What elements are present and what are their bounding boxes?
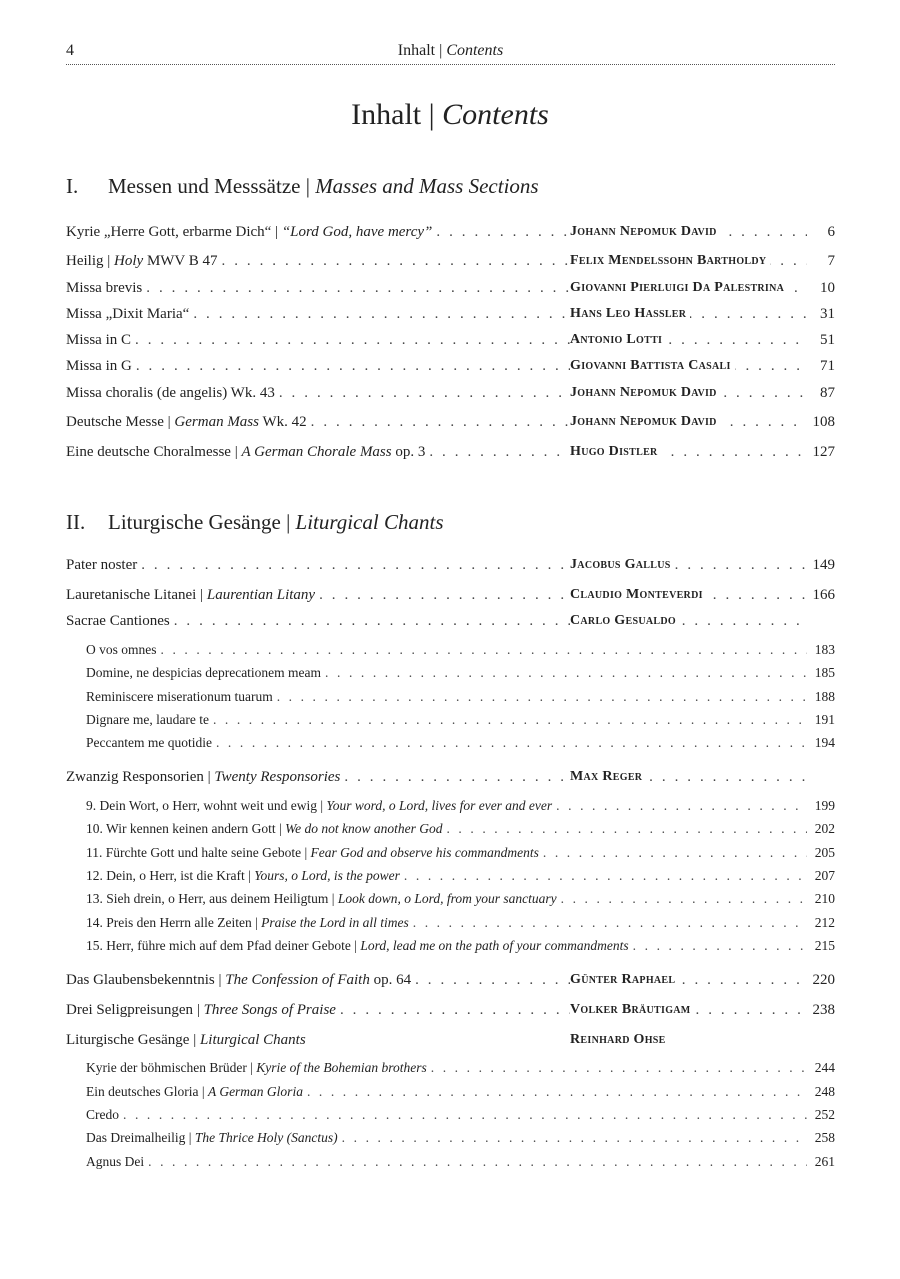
page-ref: 71 bbox=[811, 358, 835, 375]
toc-entry[interactable]: Missa in G . . . Giovanni Battista Casali 71 bbox=[66, 358, 835, 382]
page-ref: 238 bbox=[812, 1002, 835, 1018]
composer: Felix Mendelssohn Bartholdy bbox=[570, 253, 770, 269]
composer: Giovanni Pierluigi Da Palestrina bbox=[570, 280, 788, 296]
page-ref: 244 bbox=[811, 1060, 835, 1076]
toc-entry[interactable]: Eine deutsche Choralmesse | A German Chorale Mass op. 3 . . . Hugo Distler 127 bbox=[66, 444, 835, 468]
composer: Giovanni Battista Casali bbox=[570, 358, 735, 374]
page-ref: 188 bbox=[811, 689, 835, 705]
page-ref: 261 bbox=[811, 1154, 835, 1170]
page-ref: 7 bbox=[811, 253, 835, 270]
toc-entry[interactable]: Deutsche Messe | German Mass Wk. 42 . . . Johann Nepomuk David 108 bbox=[66, 414, 835, 438]
composer: Johann Nepomuk David bbox=[570, 385, 721, 401]
page-ref: 258 bbox=[811, 1130, 835, 1146]
toc-entry[interactable]: Missa in C . . . Antonio Lotti 51 bbox=[66, 332, 835, 356]
toc-subentry[interactable]: 12. Dein, o Herr, ist die Kraft | Yours, o Lord, is the power . . . 207 bbox=[86, 868, 835, 892]
page-ref: 215 bbox=[811, 938, 835, 954]
composer: Carlo Gesualdo bbox=[570, 613, 680, 629]
toc-subentry[interactable]: Credo . . . 252 bbox=[86, 1107, 835, 1131]
page-ref: 199 bbox=[811, 798, 835, 814]
toc-entry[interactable]: Sacrae Cantiones . . . Carlo Gesualdo bbox=[66, 613, 835, 637]
section-heading-2: II. Liturgische Gesänge | Liturgical Chants bbox=[66, 510, 444, 534]
toc-entry[interactable]: Drei Seligpreisungen | Three Songs of Praise . . . Volker Bräutigam 238 bbox=[66, 1002, 835, 1026]
toc-subentry[interactable]: Peccantem me quotidie . . . 194 bbox=[86, 735, 835, 759]
toc-entry[interactable]: Pater noster . . . Jacobus Gallus 149 bbox=[66, 557, 835, 581]
composer: Hans Leo Hassler bbox=[570, 306, 690, 322]
toc-subentry[interactable]: Domine, ne despicias deprecationem meam . . . 185 bbox=[86, 665, 835, 689]
section-heading-1: I. Messen und Messsätze | Masses and Mass Sections bbox=[66, 174, 539, 198]
page-ref: 194 bbox=[811, 735, 835, 751]
page-ref: 220 bbox=[812, 972, 835, 988]
toc-subentry[interactable]: Reminiscere miserationum tuarum . . . 188 bbox=[86, 689, 835, 713]
page-ref: 31 bbox=[811, 306, 835, 323]
toc-subentry[interactable]: Dignare me, laudare te . . . 191 bbox=[86, 712, 835, 736]
toc-subentry[interactable]: 10. Wir kennen keinen andern Gott | We do not know another God . . . 202 bbox=[86, 821, 835, 845]
running-title: Inhalt | Contents bbox=[397, 42, 504, 59]
page-ref: 51 bbox=[811, 332, 835, 349]
toc-subentry[interactable]: Agnus Dei . . . 261 bbox=[86, 1154, 835, 1178]
composer: Hugo Distler bbox=[570, 444, 662, 460]
page-ref: 87 bbox=[811, 385, 835, 402]
page-ref: 212 bbox=[811, 915, 835, 931]
page-ref: 210 bbox=[811, 891, 835, 907]
page-ref: 10 bbox=[811, 280, 835, 297]
composer: Johann Nepomuk David bbox=[570, 414, 721, 430]
toc-entry[interactable]: Liturgische Gesänge | Liturgical Chants Reinhard Ohse bbox=[66, 1032, 835, 1056]
toc-entry[interactable]: Kyrie „Herre Gott, erbarme Dich“ | “Lord God, have mercy” . . . Johann Nepomuk David 6 bbox=[66, 224, 835, 248]
composer: Reinhard Ohse bbox=[570, 1032, 670, 1048]
page-ref: 207 bbox=[811, 868, 835, 884]
page-ref: 166 bbox=[812, 587, 835, 603]
toc-entry[interactable]: Lauretanische Litanei | Laurentian Litany . . . Claudio Monteverdi 166 bbox=[66, 587, 835, 611]
toc-entry[interactable]: Zwanzig Responsorien | Twenty Responsories . . . Max Reger bbox=[66, 769, 835, 793]
page-ref: 205 bbox=[811, 845, 835, 861]
toc-entry[interactable]: Das Glaubensbekenntnis | The Confession of Faith op. 64 . . . Günter Raphael 220 bbox=[66, 972, 835, 996]
page-ref: 183 bbox=[811, 642, 835, 658]
toc-entry[interactable]: Heilig | Holy MWV B 47 . . . Felix Mendelssohn Bartholdy 7 bbox=[66, 253, 835, 277]
toc-entry[interactable]: Missa choralis (de angelis) Wk. 43 . . . Johann Nepomuk David 87 bbox=[66, 385, 835, 409]
toc-subentry[interactable]: Kyrie der böhmischen Brüder | Kyrie of the Bohemian brothers . . . 244 bbox=[86, 1060, 835, 1084]
page-ref: 108 bbox=[812, 414, 835, 430]
page-ref: 202 bbox=[811, 821, 835, 837]
toc-entry[interactable]: Missa brevis . . . Giovanni Pierluigi Da Palestrina 10 bbox=[66, 280, 835, 304]
running-head bbox=[66, 42, 835, 62]
toc-entry[interactable]: Missa „Dixit Maria“ . . . Hans Leo Hassler 31 bbox=[66, 306, 835, 330]
page-ref: 252 bbox=[811, 1107, 835, 1123]
toc-subentry[interactable]: 14. Preis den Herrn alle Zeiten | Praise the Lord in all times . . . 212 bbox=[86, 915, 835, 939]
composer: Antonio Lotti bbox=[570, 332, 666, 348]
page-title: Inhalt | Contents bbox=[351, 98, 549, 131]
composer: Günter Raphael bbox=[570, 972, 679, 988]
composer: Claudio Monteverdi bbox=[570, 587, 707, 603]
page-ref: 6 bbox=[811, 224, 835, 241]
toc-subentry[interactable]: 11. Fürchte Gott und halte seine Gebote | Fear God and observe his commandments . . . 205 bbox=[86, 845, 835, 869]
page-ref: 185 bbox=[811, 665, 835, 681]
toc-subentry[interactable]: 9. Dein Wort, o Herr, wohnt weit und ewig | Your word, o Lord, lives for ever and ever . . . 199 bbox=[86, 798, 835, 822]
page-ref: 191 bbox=[811, 712, 835, 728]
page-number: 4 bbox=[66, 42, 74, 59]
page-ref: 127 bbox=[812, 444, 835, 460]
header-rule bbox=[66, 64, 835, 65]
page-ref: 149 bbox=[812, 557, 835, 573]
composer: Johann Nepomuk David bbox=[570, 224, 721, 240]
composer: Volker Bräutigam bbox=[570, 1002, 695, 1018]
page-ref: 248 bbox=[811, 1084, 835, 1100]
toc-subentry[interactable]: Ein deutsches Gloria | A German Gloria . . . 248 bbox=[86, 1084, 835, 1108]
toc-subentry[interactable]: O vos omnes . . . 183 bbox=[86, 642, 835, 666]
toc-subentry[interactable]: 15. Herr, führe mich auf dem Pfad deiner Gebote | Lord, lead me on the path of your commandments . . . 215 bbox=[86, 938, 835, 962]
composer: Jacobus Gallus bbox=[570, 557, 675, 573]
composer: Max Reger bbox=[570, 769, 646, 785]
toc-subentry[interactable]: Das Dreimalheilig | The Thrice Holy (Sanctus) . . . 258 bbox=[86, 1130, 835, 1154]
toc-subentry[interactable]: 13. Sieh drein, o Herr, aus deinem Heiligtum | Look down, o Lord, from your sanctuary . . . 210 bbox=[86, 891, 835, 915]
